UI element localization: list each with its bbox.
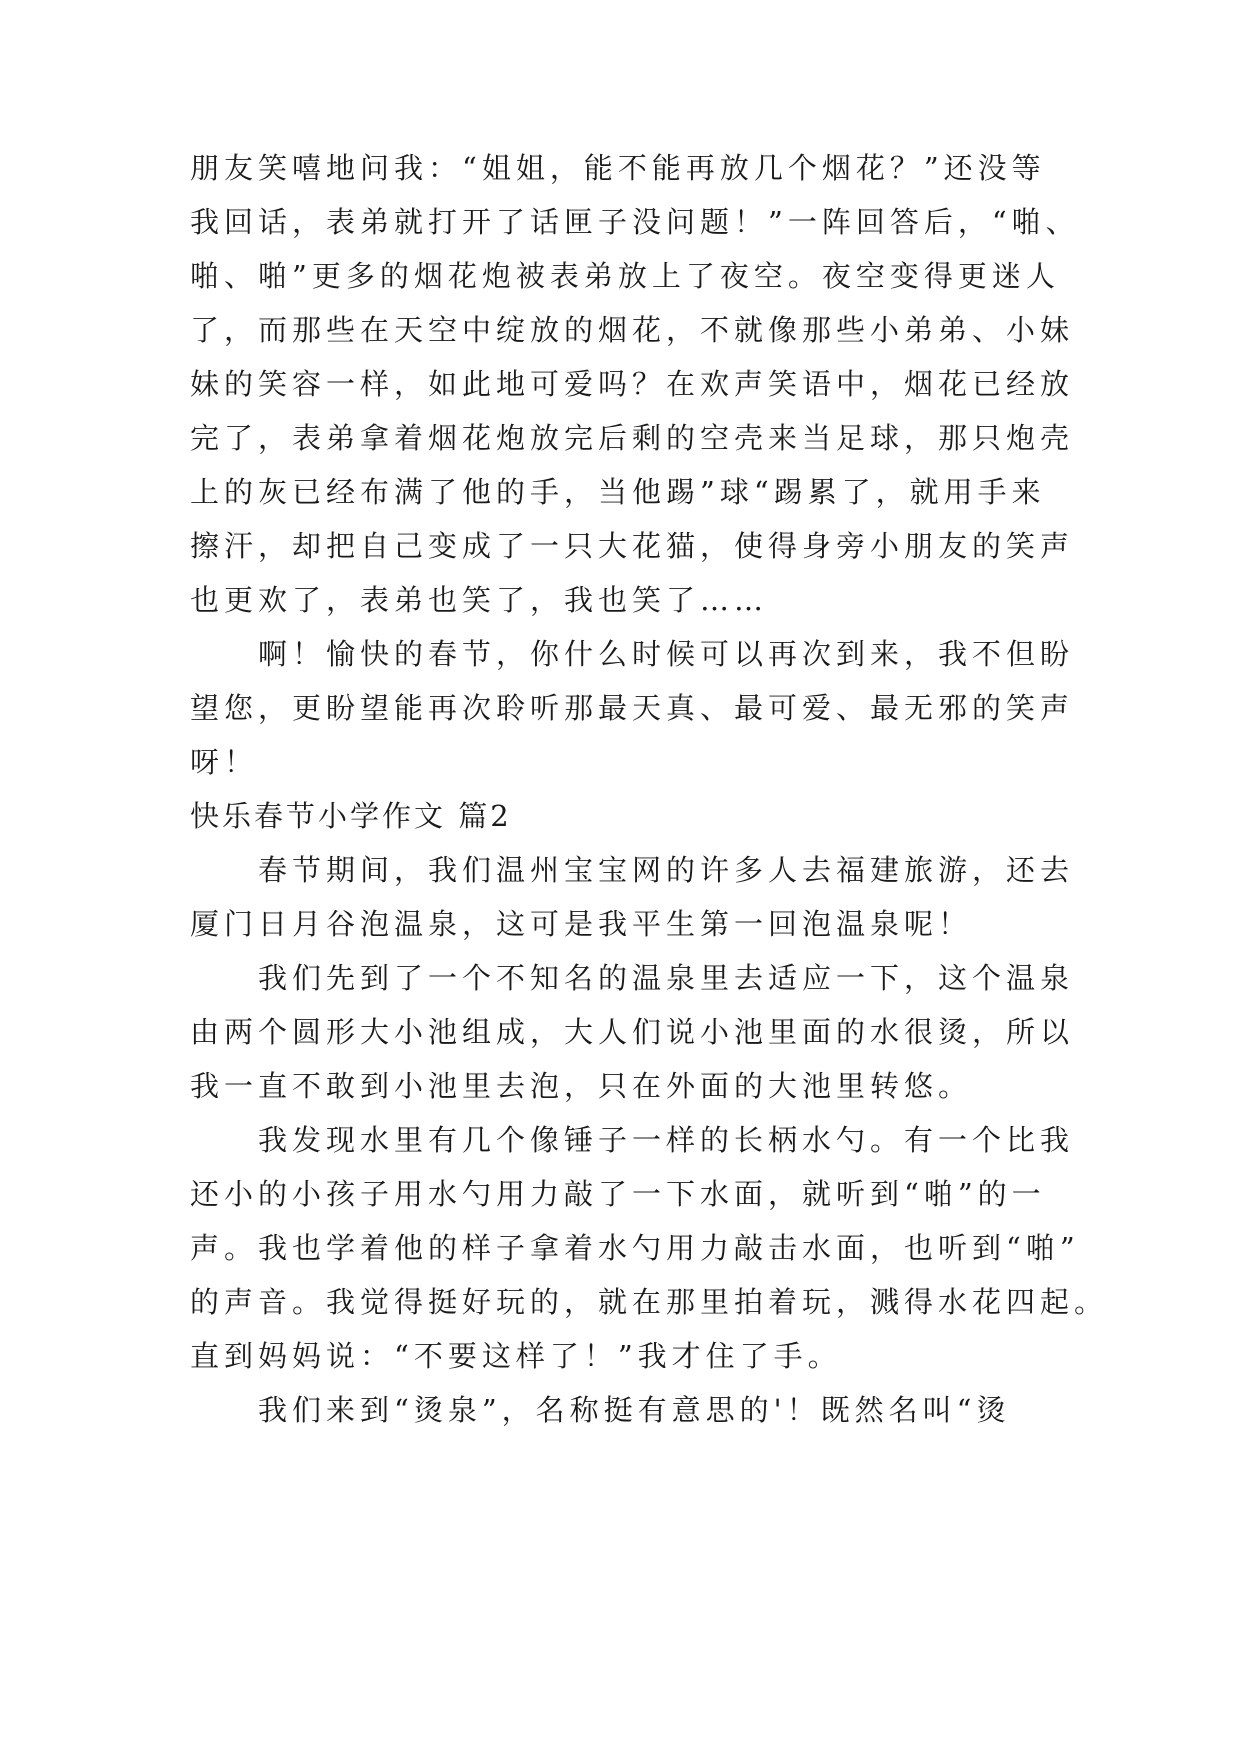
- text-line: 我们来到“烫泉”，名称挺有意思的'！既然名叫“烫: [190, 1393, 1011, 1427]
- text-line: 厦门日月谷泡温泉，这可是我平生第一回泡温泉呢！: [190, 907, 973, 941]
- text-line: 啊！愉快的春节，你什么时候可以再次到来，我不但盼: [190, 637, 1075, 671]
- text-line: 我们先到了一个不知名的温泉里去适应一下，这个温泉: [190, 961, 1075, 995]
- text-line: 啪、啪”更多的烟花炮被表弟放上了夜空。夜空变得更迷人: [190, 259, 1060, 293]
- section-heading: 快乐春节小学作文 篇2: [190, 799, 512, 833]
- text-line: 完了，表弟拿着烟花炮放完后剩的空壳来当足球，那只炮壳: [190, 421, 1075, 455]
- text-line: 上的灰已经布满了他的手，当他踢”球“踢累了，就用手来: [190, 475, 1046, 509]
- text-line: 望您，更盼望能再次聆听那最天真、最可爱、最无邪的笑声: [190, 691, 1075, 725]
- text-line: 呀！: [190, 745, 259, 779]
- text-line: 了，而那些在天空中绽放的烟花，不就像那些小弟弟、小妹: [190, 313, 1075, 347]
- text-line: 由两个圆形大小池组成，大人们说小池里面的水很烫，所以: [190, 1015, 1075, 1049]
- text-line: 也更欢了，表弟也笑了，我也笑了……: [190, 583, 769, 617]
- text-line: 还小的小孩子用水勺用力敲了一下水面，就听到“啪”的一: [190, 1177, 1046, 1211]
- text-line: 直到妈妈说：“不要这样了！”我才住了手。: [190, 1339, 842, 1373]
- text-line: 妹的笑容一样，如此地可爱吗？在欢声笑语中，烟花已经放: [190, 367, 1075, 401]
- text-line: 我回话，表弟就打开了话匣子没问题！”一阵回答后，“啪、: [190, 205, 1080, 239]
- text-line: 我一直不敢到小池里去泡，只在外面的大池里转悠。: [190, 1069, 973, 1103]
- text-line: 声。我也学着他的样子拿着水勺用力敲击水面，也听到“啪”: [190, 1231, 1080, 1265]
- text-line: 我发现水里有几个像锤子一样的长柄水勺。有一个比我: [190, 1123, 1075, 1157]
- text-line: 擦汗，却把自己变成了一只大花猫，使得身旁小朋友的笑声: [190, 529, 1075, 563]
- text-line: 的声音。我觉得挺好玩的，就在那里拍着玩，溅得水花四起。: [190, 1285, 1109, 1319]
- text-line: 朋友笑嘻地问我：“姐姐，能不能再放几个烟花？”还没等: [190, 151, 1046, 185]
- text-line: 春节期间，我们温州宝宝网的许多人去福建旅游，还去: [190, 853, 1075, 887]
